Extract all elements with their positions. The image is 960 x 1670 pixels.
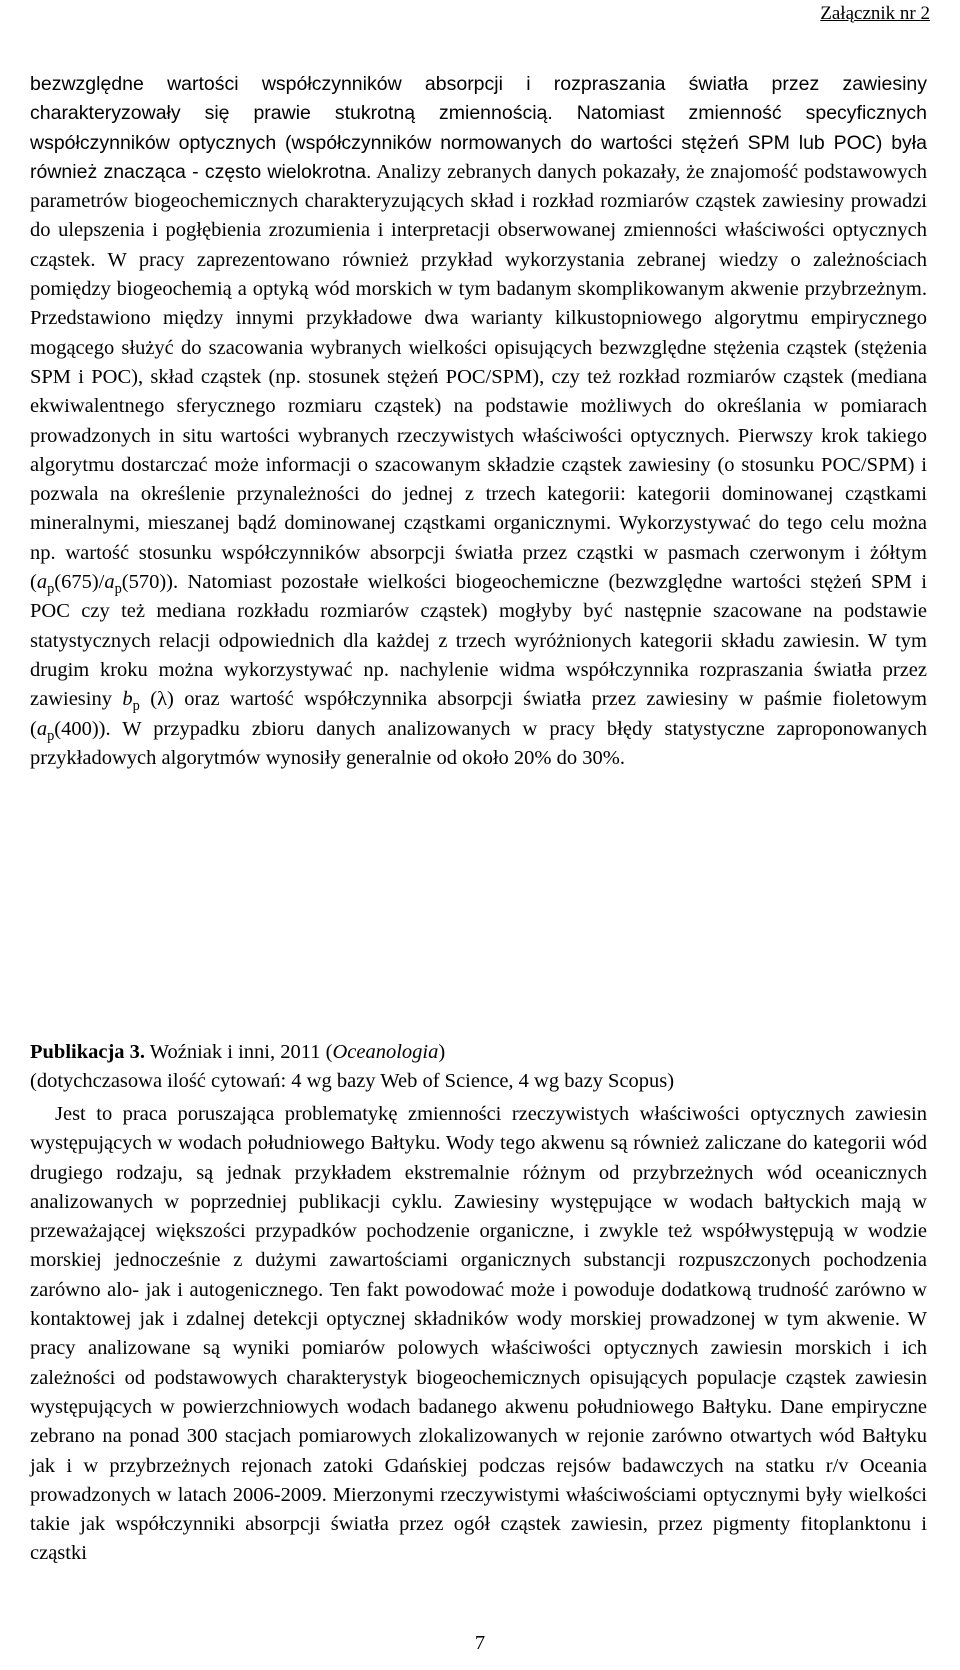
publication-authors: Woźniak i inni, 2011 ( — [145, 1041, 333, 1063]
serif-text-run: W przypadku zbioru danych analizowanych w pracy błędy statystyczne zaproponowanych przykładowych algorytmów wynosiły generalnie od około 20% do 30%. — [30, 717, 927, 769]
serif-text-run: (λ) oraz wartość współczynnika absorpcji światła przez zawiesiny w paśmie fioletowym ( — [30, 688, 927, 740]
subscript-p: p — [47, 581, 55, 598]
attachment-label: Załącznik nr 2 — [820, 3, 930, 24]
citation-count: (dotychczasowa ilość cytowań: 4 wg bazy Web of Science, 4 wg bazy Scopus) — [30, 1070, 675, 1092]
subscript-p: p — [132, 698, 140, 715]
subscript-p: p — [114, 581, 122, 598]
wavelength-text: (570)). — [121, 571, 179, 594]
symbol-b: b — [122, 688, 133, 711]
symbol-a: a — [36, 717, 48, 740]
sans-text-run: bezwzględne wartości współczynników absorpcji i rozpraszania światła przez zawiesiny charakteryzowały się prawie stukrotną zmiennością. Natomiast zmienność specyficznych współczynników optycznych (współczynników normowanych do wartości stężeń SPM lub POC) była również znacząca - często wielokrotna. — [30, 73, 927, 183]
paragraph-continuation — [30, 70, 927, 773]
paragraph-body — [30, 70, 927, 773]
page-number: 7 — [474, 1632, 486, 1654]
closing-paren: ) — [438, 1041, 446, 1063]
paragraph-body: Jest to praca poruszająca problematykę zmienności rzeczywistych właściwości optycznych zawiesin występujących w wodach południowego Bałtyku. Wody tego akwenu są również zaliczane do kategorii wód drugiego rodzaju, są jednak przykładem ekstremalnie różnym od przybrzeżnych wód oceanicznych analizowanych w poprzedniej publikacji cyklu. Zawiesiny występujące w wodach bałtyckich mają w przeważającej większości przypadków pochodzenie organiczne, i zwykle też współwystępują w wodzie morskiej jednocześnie z dużymi zawartościami organicznych substancji rozpuszczonych pochodzenia zarówno alo- jak i autogenicznego. Ten fakt powodować może i powoduje dodatkową trudność zarówno w kontaktowej jak i zdalnej detekcji optycznej składników wody morskiej prowadzonej w tym akwenie. W pracy analizowane są wyniki pomiarów polowych właściwości optycznych zawiesin morskich i ich zależności od podstawowych charakterystyk biogeochemicznych opisujących populacje cząstek zawiesin występujących w powierzchniowych wodach badanego akwenu południowego Bałtyku. Dane empiryczne zebrano na ponad 300 stacjach pomiarowych zlokalizowanych w rejonie zarówno otwartych wód Bałtyku jak i w przybrzeżnych rejonach zatoki Gdańskiej podczas rejsów badawczych na statku r/v Oceania prowadzonych w latach 2006-2009. Mierzonymi rzeczywistymi właściwościami optycznymi były wielkości takie jak współczynniki absorpcji światła przez ogół cząstek zawiesin, przez pigmenty fitoplanktonu i cząstki — [30, 1103, 927, 1565]
publication-title-line — [30, 1038, 927, 1067]
paragraph-publication-3 — [30, 1100, 927, 1569]
publication-heading — [30, 1038, 927, 1096]
wavelength-text: (675)/ — [54, 571, 105, 594]
symbol-a: a — [104, 571, 115, 594]
serif-text-run: Analizy zebranych danych pokazały, że znajomość podstawowych parametrów biogeochemicznych charakteryzujących skład i rozkład rozmiarów cząstek zawiesiny prowadzi do ulepszenia i pogłębienia zrozumienia i interpretacji obserwowanej zmienności właściwości optycznych cząstek. W pracy zaprezentowano również przykład wykorzystania zebranej wiedzy o zależnościach pomiędzy biogeochemią a optyką wód morskich w tym badanym skomplikowanym akwenie przybrzeżnym. Przedstawiono między innymi przykładowe dwa warianty kilkustopniowego algorytmu empirycznego mogącego służyć do szacowania wybranych wielkości opisujących bezwzględne stężenia cząstek (stężenia SPM i POC), skład cząstek (np. stosunek stężeń POC/SPM), czy też rozkład rozmiarów cząstek (mediana ekwiwalentnego sferycznego rozmiaru cząstek) na podstawie możliwych do określania w pomiarach prowadzonych in situ wartości wybranych rzeczywistych właściwości optycznych. Pierwszy krok takiego algorytmu dostarczać może informacji o szacowanym składzie cząstek zawiesiny (o stosunku POC/SPM) i pozwala na określenie przynależności do jednej z trzech kategorii: kategorii dominowanej cząstkami mineralnymi, mieszanej bądź dominowanej cząstkami organicznymi. Wykorzystywać do tego celu można np. wartość stosunku współczynników absorpcji światła przez cząstki w pasmach czerwonym i żółtym ( — [30, 160, 927, 594]
wavelength-text: (400)). — [54, 717, 111, 740]
publication-label: Publikacja 3. — [30, 1041, 146, 1063]
serif-text-run: Natomiast pozostałe wielkości biogeochemiczne (bezwzględne wartości stężeń SPM i POC czy też mediana rozkładu rozmiarów cząstek) mogłyby być następnie szacowane na podstawie statystycznych relacji odpowiednich dla każdej z trzech wyróżnionych kategorii składu zawiesin. W tym drugim kroku można wykorzystywać np. nachylenie widma współczynnika rozpraszania światła przez zawiesiny — [30, 571, 927, 711]
journal-name: Oceanologia — [332, 1041, 439, 1063]
symbol-a: a — [36, 571, 48, 594]
subscript-p: p — [47, 727, 55, 744]
